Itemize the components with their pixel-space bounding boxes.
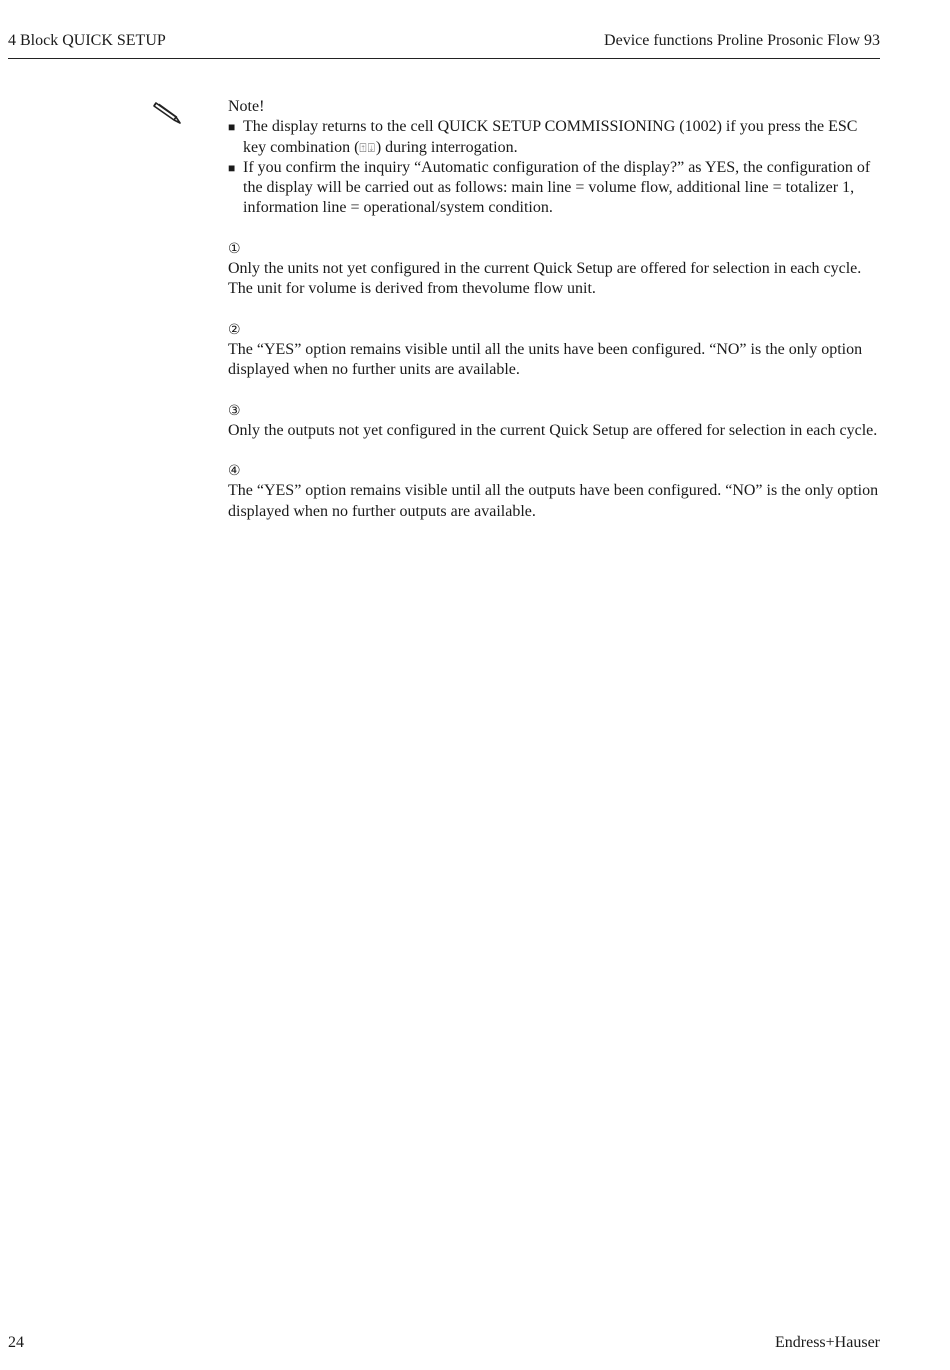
note-item-text: If you confirm the inquiry “Automatic configuration of the display?” as YES, the configuration of the display will be carried out as follows: main line = volume flow, additional line = totalizer 1, information line = operational/system condition. (243, 158, 871, 217)
note-item-text-after: ) during interrogation. (375, 138, 518, 156)
page-footer (8, 1333, 880, 1355)
note-item-text-before: The display returns to the cell QUICK SETUP COMMISSIONING (1002) if you press the ESC key combination ( (243, 118, 858, 156)
footnote (228, 461, 880, 522)
pencil-icon (150, 98, 184, 128)
footnote-text: Only the outputs not yet configured in the current Quick Setup are offered for selection in each cycle. (228, 421, 878, 439)
brand-name: Endress+Hauser (775, 1334, 880, 1351)
note-item (228, 158, 880, 219)
page-number: 24 (8, 1334, 24, 1351)
note-title: Note! (228, 98, 265, 115)
footnote-text: Only the units not yet configured in the current Quick Setup are offered for selection in each cycle. The unit for volume is derived from thevolume flow unit. (228, 260, 862, 298)
footnote-marker: ③ (228, 402, 241, 419)
footnote-text: The “YES” option remains visible until all the outputs have been configured. “NO” is the only option displayed when no further outputs are available. (228, 482, 879, 520)
note-list (228, 117, 880, 218)
footnote (228, 239, 880, 300)
header-title: Device functions Proline Prosonic Flow 93 (604, 32, 880, 49)
main-content (228, 97, 880, 522)
footnote-marker: ④ (228, 463, 241, 480)
footnote (228, 401, 880, 442)
footnote-marker: ① (228, 240, 241, 257)
footnote-text: The “YES” option remains visible until all the units have been configured. “NO” is the only option displayed when no further units are available. (228, 340, 863, 379)
header-divider (8, 58, 880, 59)
page-header (8, 31, 880, 53)
bullet: ■ (228, 160, 236, 175)
esc-key-combination-icon: ⍐⍗ (359, 140, 376, 155)
note-item (228, 117, 880, 158)
footnote (228, 320, 880, 381)
footnote-marker: ② (228, 321, 241, 338)
header-section: 4 Block QUICK SETUP (8, 32, 166, 49)
bullet: ■ (228, 120, 236, 135)
